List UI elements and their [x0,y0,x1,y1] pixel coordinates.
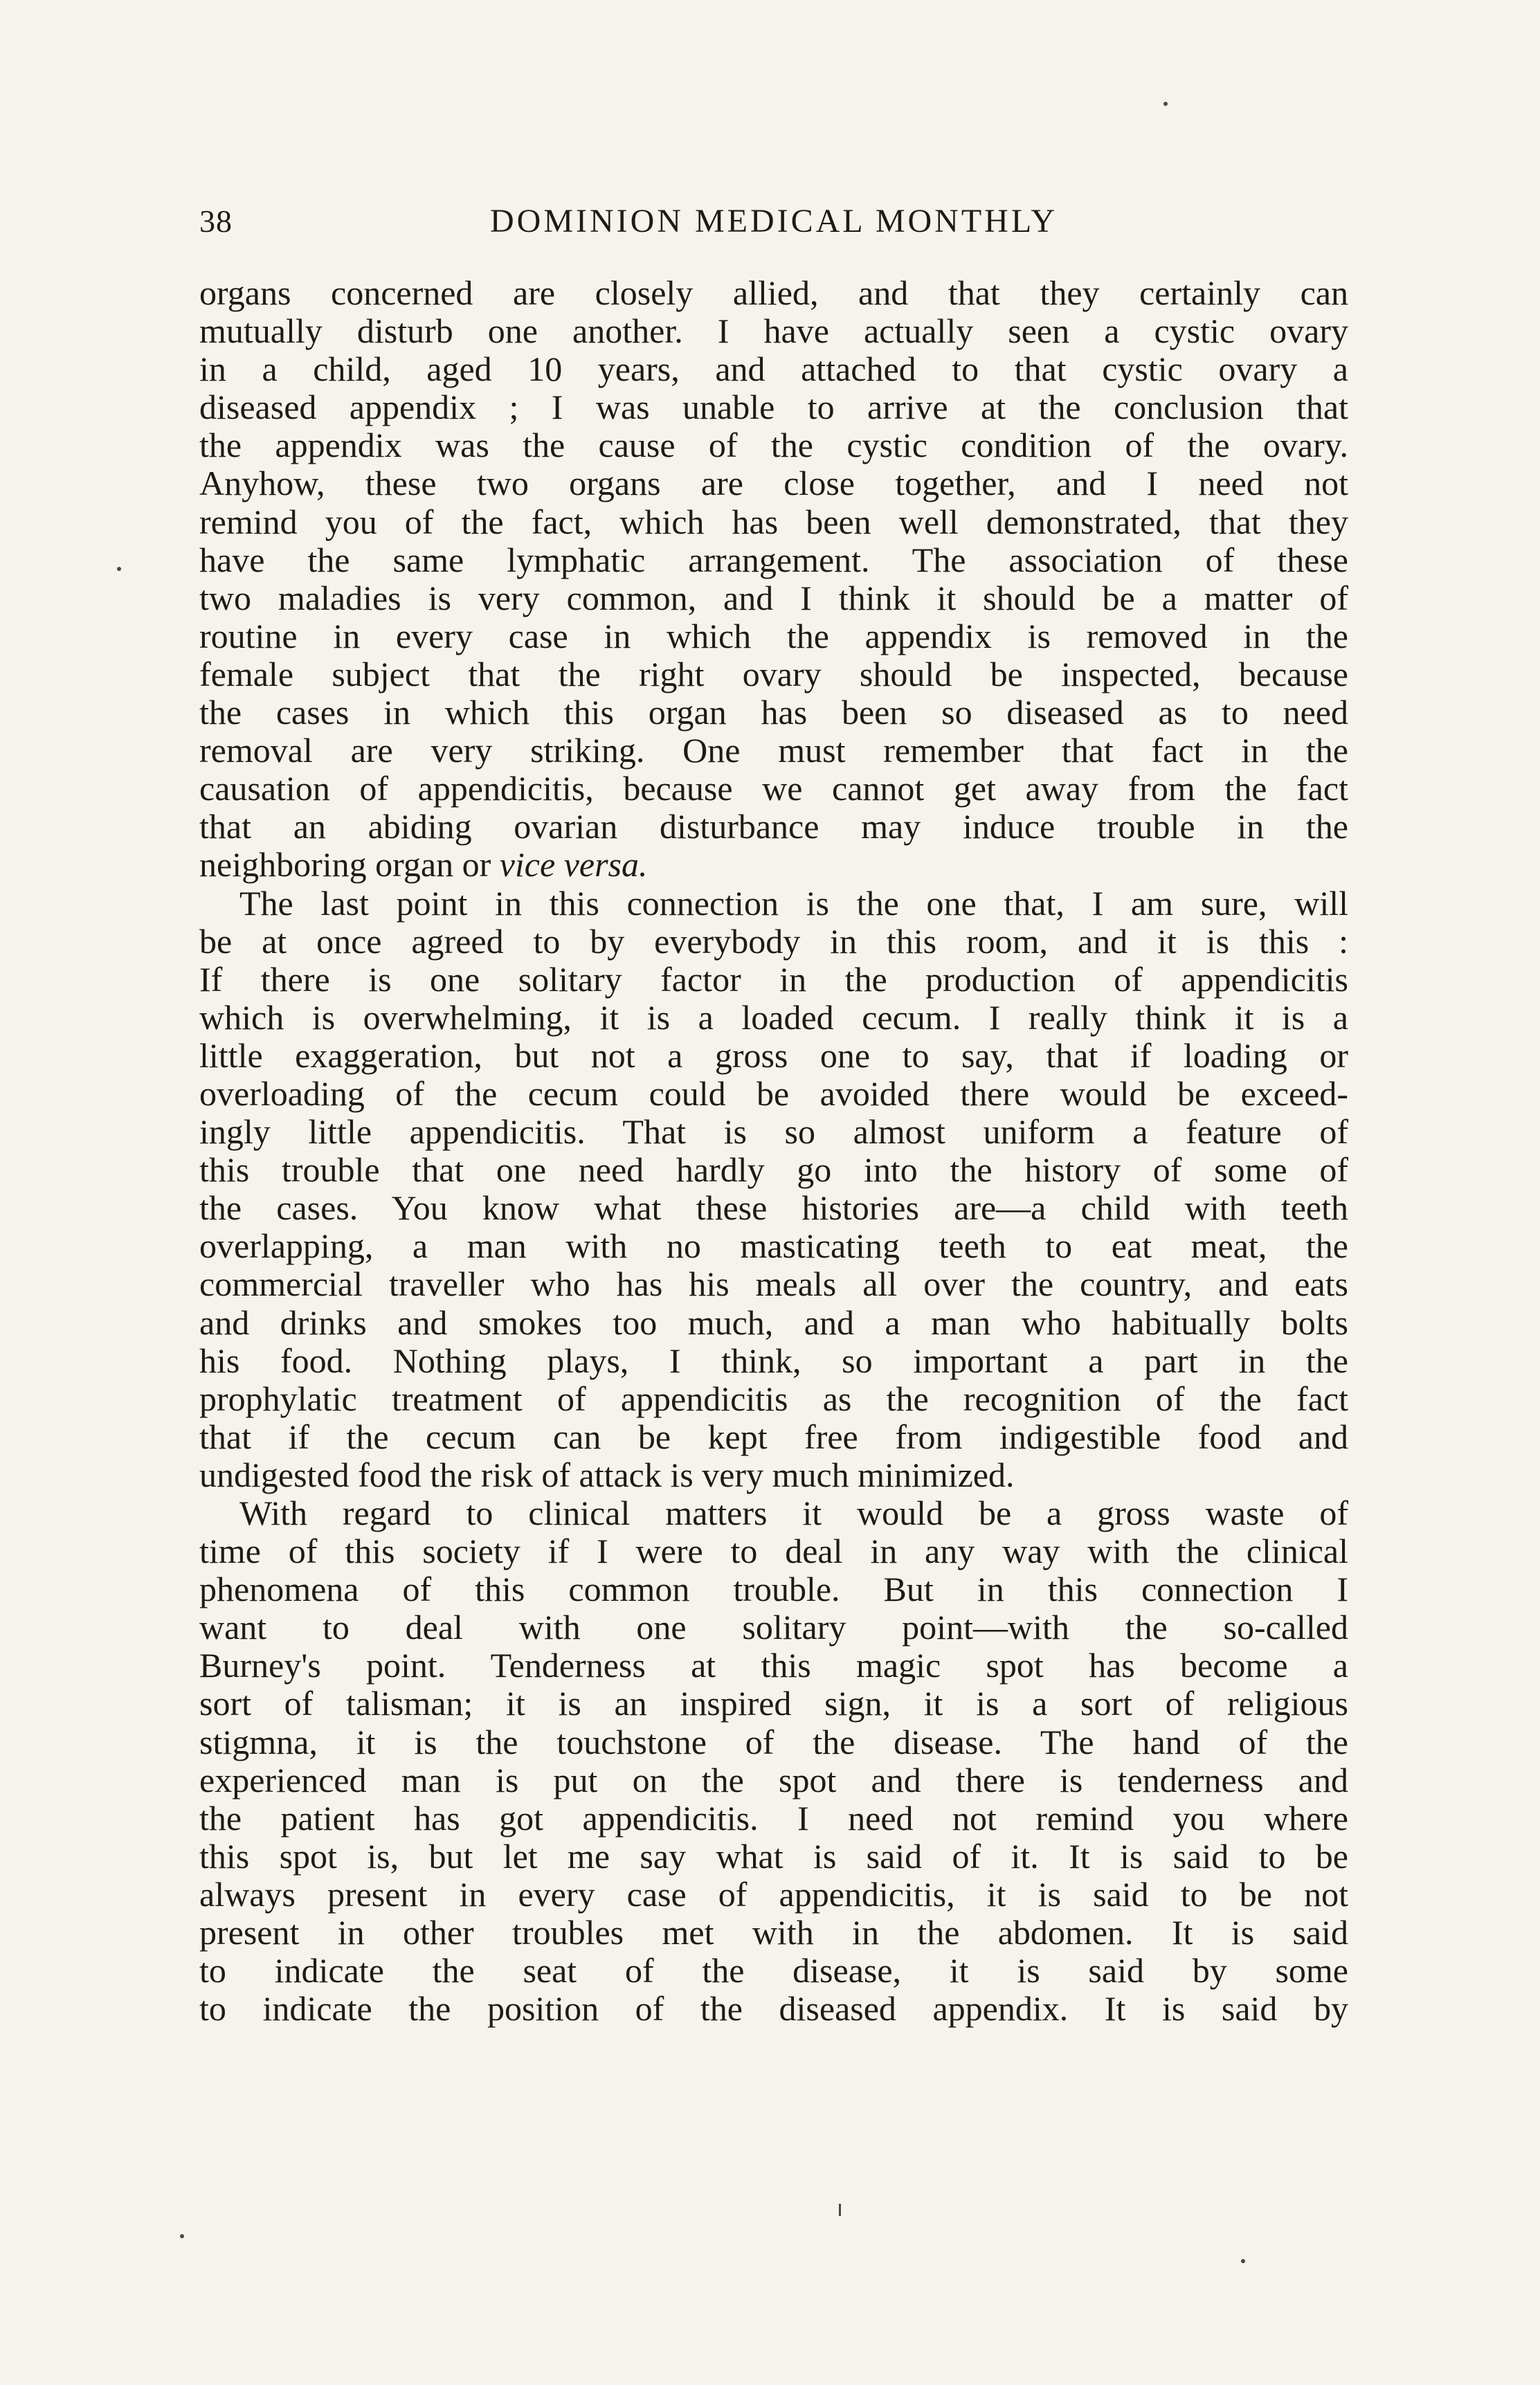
text-line: The last point in this connection is the one that, I am sure, will [239,884,1348,923]
text-line: this spot is, but let me say what is said of it. It is said to be [199,1837,1348,1876]
text-line: have the same lymphatic arrangement. The association of these [199,541,1348,579]
paragraph-3 [199,1494,1348,2028]
text-line: to indicate the position of the diseased appendix. It is said by [199,1990,1348,2029]
text-line: overlapping, a man with no masticating teeth to eat meat, the [199,1227,1348,1266]
text-line: the cases. You know what these histories are—a child with teeth [199,1189,1348,1228]
text-line: routine in every case in which the appendix is removed in the [199,617,1348,655]
text-line: remind you of the fact, which has been well demonstrated, that they [199,502,1348,541]
paper-speck [117,567,121,571]
text-line: sort of talisman; it is an inspired sign, it is a sort of religious [199,1685,1348,1723]
text-line: ingly little appendicitis. That is so almost uniform a feature of [199,1113,1348,1152]
text-line: present in other troubles met with in the abdomen. It is said [199,1914,1348,1952]
italic-phrase: vice versa. [499,846,648,885]
text-line: If there is one solitary factor in the production of appendicitis [199,960,1348,999]
text-line: With regard to clinical matters it would be a gross waste of [239,1494,1348,1532]
paragraph-1 [199,274,1348,885]
text-line: organs concerned are closely allied, and that they certainly can [199,274,1348,312]
text-line: stigmna, it is the touchstone of the disease. The hand of the [199,1723,1348,1761]
page-header [199,201,1348,249]
text-line: that an abiding ovarian disturbance may induce trouble in the [199,808,1348,846]
paper-speck [180,2234,184,2238]
text-line: time of this society if I were to deal in any way with the clinical [199,1532,1348,1571]
text-line: female subject that the right ovary should be inspected, because [199,655,1348,693]
text-line: his food. Nothing plays, I think, so important a part in the [199,1341,1348,1380]
text-line: in a child, aged 10 years, and attached to that cystic ovary a [199,350,1348,389]
text-line: want to deal with one solitary point—with the so-called [199,1608,1348,1647]
text-line: little exaggeration, but not a gross one to say, that if loading or [199,1036,1348,1075]
page-number: 38 [199,203,233,239]
text-line: the patient has got appendicitis. I need not remind you where [199,1799,1348,1838]
text-line: to indicate the seat of the disease, it is said by some [199,1952,1348,1990]
paper-speck [1241,2259,1245,2263]
text-line: phenomena of this common trouble. But in this connection I [199,1570,1348,1609]
body-text [199,274,1348,2028]
text-line: commercial traveller who has his meals all over the country, and eats [199,1265,1348,1304]
text-line: which is overwhelming, it is a loaded cecum. I really think it is a [199,998,1348,1037]
text-line: Burney's point. Tenderness at this magic spot has become a [199,1647,1348,1685]
text-line: two maladies is very common, and I think it should be a matter of [199,579,1348,617]
paragraph-2 [199,885,1348,1495]
text-line: mutually disturb one another. I have actually seen a cystic ovary [199,312,1348,351]
text-line: the cases in which this organ has been so diseased as to need [199,693,1348,732]
text-line: that if the cecum can be kept free from indigestible food and [199,1417,1348,1456]
text-line-prefix: neighboring organ or [199,846,500,885]
text-line: removal are very striking. One must remember that fact in the [199,732,1348,770]
text-line: always present in every case of appendicitis, it is said to be not [199,1875,1348,1914]
text-line-last [199,846,1348,884]
text-line: diseased appendix ; I was unable to arrive at the conclusion that [199,388,1348,427]
paper-speck [839,2204,841,2216]
text-line: prophylatic treatment of appendicitis as the recognition of the fact [199,1379,1348,1418]
running-head: DOMINION MEDICAL MONTHLY [489,203,1058,239]
text-line: the appendix was the cause of the cystic condition of the ovary. [199,426,1348,465]
text-line: Anyhow, these two organs are close together, and I need not [199,464,1348,503]
text-line: be at once agreed to by everybody in this room, and it is this : [199,922,1348,961]
text-line: causation of appendicitis, because we cannot get away from the fact [199,770,1348,808]
text-line: and drinks and smokes too much, and a man who habitually bolts [199,1303,1348,1342]
text-line: overloading of the cecum could be avoided there would be exceed- [199,1074,1348,1113]
text-line-last: undigested food the risk of attack is very much minimized. [199,1456,1015,1494]
text-line: this trouble that one need hardly go into the history of some of [199,1151,1348,1190]
text-line: experienced man is put on the spot and there is tenderness and [199,1761,1348,1799]
paper-speck [1163,102,1168,106]
